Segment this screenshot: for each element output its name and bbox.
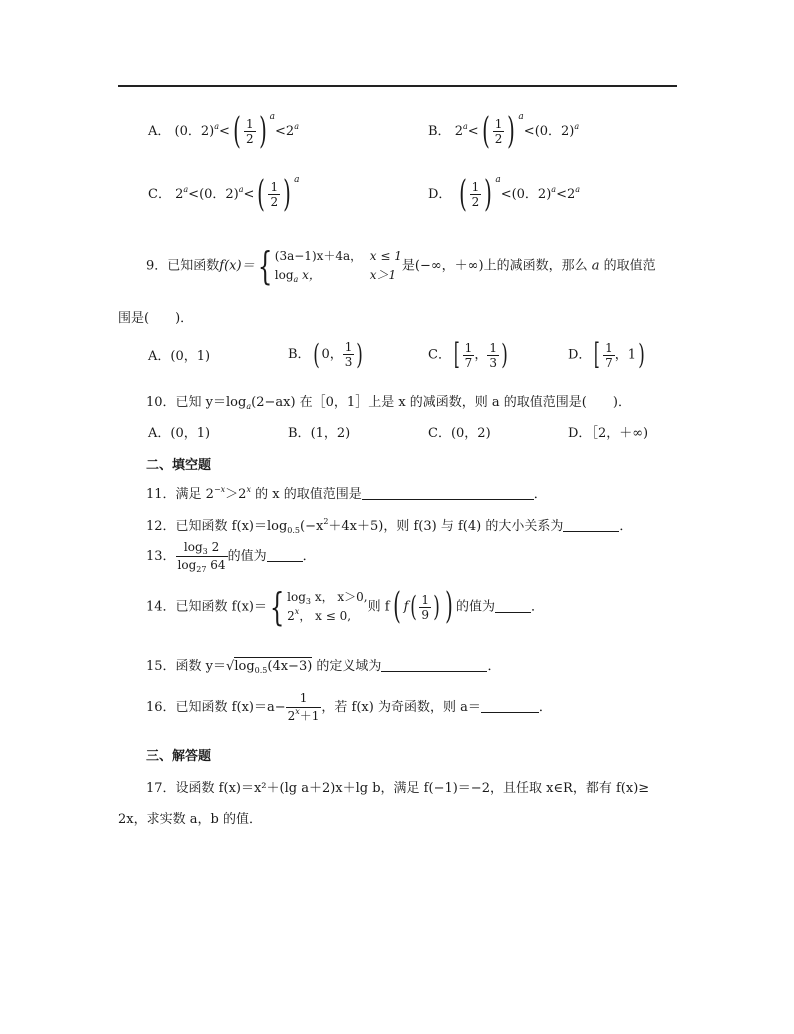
question-17-line2: 2x，求实数 a，b 的值． xyxy=(118,812,262,827)
answer-blank[interactable] xyxy=(362,485,534,500)
question-9-stem-line2: 围是( )． xyxy=(118,311,194,326)
fraction: $\frac{1}{2^x+1}$ xyxy=(287,691,320,723)
question-11: 11．满足 $2^{-x}>2^x$ 的 x 的取值范围是 ． xyxy=(146,485,547,502)
option-letter: D． xyxy=(428,187,452,202)
option-letter: C． xyxy=(148,187,171,202)
q9-option-b: B．( 0， $\frac{1}{3}$ ) xyxy=(288,337,364,371)
question-12: 12．已知函数 $f(x)=\log_{0.5}(-x^2+4x+5)$，则 f(3) 与 f(4) 的大小关系为 ． xyxy=(146,517,633,535)
section-title-fill: 二、填空题 xyxy=(146,458,212,473)
question-9-stem: 9．已知函数f(x)＝{ (3a−1)x＋4a， x ≤ 1 $\log_a x$， x＞1 是(−∞，＋∞)上的减函数，那么 a 的取值范 xyxy=(146,244,656,288)
q10-option-a: A．(0，1) xyxy=(148,426,211,441)
question-number: 9． xyxy=(146,258,168,274)
fraction: $\frac{1}{7}$ xyxy=(605,340,613,370)
header-rule xyxy=(118,85,677,87)
section-title-answer: 三、解答题 xyxy=(146,749,212,764)
question-17-line1: 17．设函数 f(x)＝x²＋(lg a＋2)x＋lg b，满足 f(−1)＝−2，且任取 x∈R，都有 f(x)≥ xyxy=(146,781,650,796)
piecewise-cases: (3a−1)x＋4a， x ≤ 1 $\log_a x$， x＞1 xyxy=(274,249,402,284)
q8-option-d: D． ( $\frac{1}{2}$ ) $^a$<(0．$2)^a<2^a$ xyxy=(428,173,581,215)
answer-blank[interactable] xyxy=(563,517,619,532)
fraction: $\frac{1}{3}$ xyxy=(344,340,353,369)
fraction: $\frac{1}{2}$ xyxy=(494,117,503,146)
answer-blank[interactable] xyxy=(495,598,531,613)
fraction: $\frac{\log_3 2}{\log_{27} 64}$ xyxy=(177,540,226,574)
answer-blank[interactable] xyxy=(381,657,487,672)
fraction: $\frac{1}{2}$ xyxy=(245,117,254,146)
option-letter: B． xyxy=(428,124,451,139)
q10-option-b: B．(1，2) xyxy=(288,426,351,441)
q8-option-c: C． $2^a<(0$．2)$^a$<( $\frac{1}{2}$ ) $^a$ xyxy=(148,173,300,215)
fraction: $\frac{1}{7}$ xyxy=(464,340,473,370)
question-15: 15．函数 $y=√\log_{0.5}(4x-3)$ 的定义域为 ． xyxy=(146,659,501,675)
option-letter: A． xyxy=(148,124,171,139)
q9-option-a: A．(0，1) xyxy=(148,349,211,364)
question-14: 14．已知函数 f(x)＝{ $\log_3 x$， x＞0, 2$^x$， x ≤ 0, 则 f( f( $\frac{1}{9}$ ) ) 的值为 ． xyxy=(146,585,545,629)
fraction: $\frac{1}{9}$ xyxy=(421,592,430,622)
answer-blank[interactable] xyxy=(267,547,303,562)
fraction: $\frac{1}{2}$ xyxy=(471,180,480,209)
q8-option-a: A． (0．2)$^a$<( $\frac{1}{2}$ ) $^a<2^a$ xyxy=(148,110,299,152)
question-16: 16．已知函数 f(x)＝a− $\frac{1}{2^x+1}$ ，若 f(x) 为奇函数，则 a＝ ． xyxy=(146,691,552,723)
piecewise-cases: $\log_3 x$， x＞0, 2$^x$， x ≤ 0, xyxy=(287,590,368,623)
fraction: $\frac{1}{2}$ xyxy=(270,180,279,209)
question-10-stem: 10．已知 $y=\log_a(2-ax)$ 在［0，1］上是 x 的减函数，则 a 的取值范围是( )． xyxy=(146,395,631,411)
question-13: 13． $\frac{\log_3 2}{\log_{27} 64}$ 的值为 ． xyxy=(146,540,316,574)
answer-blank[interactable] xyxy=(481,698,539,713)
fraction: $\frac{1}{3}$ xyxy=(489,340,497,370)
square-root: $√\log_{0.5}(4x-3)$ xyxy=(226,659,313,675)
q9-option-d: D．[ $\frac{1}{7}$ ，1) xyxy=(568,337,645,372)
q10-option-c: C．(0，2) xyxy=(428,426,491,441)
q9-option-c: C．[ $\frac{1}{7}$ ， $\frac{1}{3}$ ) xyxy=(428,337,508,372)
q10-option-d: D．［2，＋∞) xyxy=(568,426,649,441)
q8-option-b: B． $2^a<$( $\frac{1}{2}$ ) $^a$<(0．2)$^a$ xyxy=(428,110,580,152)
